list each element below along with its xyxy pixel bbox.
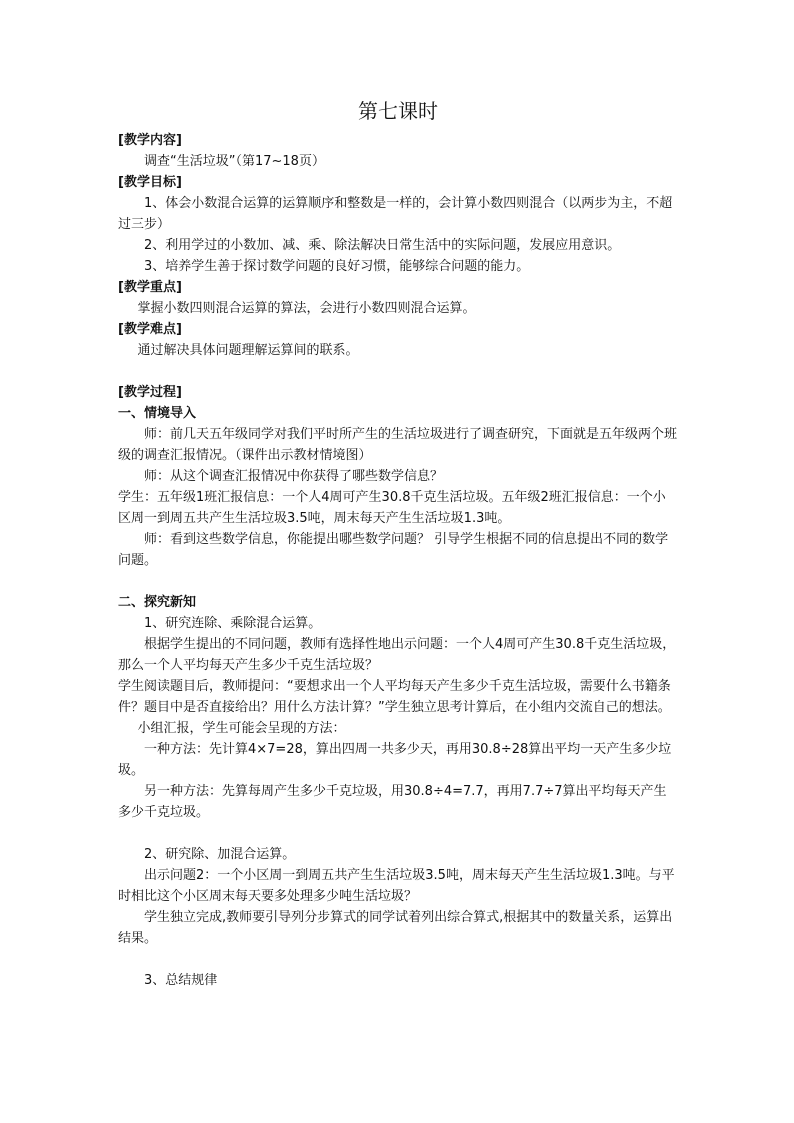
part2-paragraph-2: 根据学生提出的不同问题，教师有选择性地出示问题：一个人4周可产生30.8千克生活垃圾，那么一个人平均每天产生多少千克生活垃圾？ [118, 637, 676, 673]
part1-paragraph-4: 师：看到这些数学信息，你能提出哪些数学问题？ 引导学生根据不同的信息提出不同的数学问题。 [118, 532, 669, 568]
part2-paragraph-4: 小组汇报，学生可能会呈现的方法： [137, 721, 346, 736]
page-title: 第七课时 [358, 99, 438, 123]
content-text: 调查“生活垃圾”（第17~18页） [144, 154, 325, 169]
document-page [118, 98, 678, 991]
goal-item-2: 2、利用学过的小数加、减、乘、除法解决日常生活中的实际问题，发展应用意识。 [144, 238, 621, 253]
part1-paragraph-1: 师：前几天五年级同学对我们平时所产生的生活垃圾进行了调查研究，下面就是五年级两个班级的调查汇报情况。（课件出示教材情境图） [118, 427, 678, 463]
goal-item-3: 3、培养学生善于探讨数学问题的良好习惯，能够综合问题的能力。 [144, 259, 530, 274]
part2-paragraph-3: 学生阅读题目后，教师提问：“要想求出一个人平均每天产生多少千克生活垃圾，需要什么书籍条件？题目中是否直接给出？用什么方法计算？”学生独立思考计算后，在小组内交流自己的想法。 [118, 679, 671, 715]
part2-paragraph-1: 1、研究连除、乘除混合运算。 [144, 616, 322, 631]
section-heading-difficulty: [教学难点] [118, 322, 182, 337]
section-heading-process: [教学过程] [118, 385, 182, 400]
part2-paragraph-6: 另一种方法：先算每周产生多少千克垃圾，用30.8÷4=7.7，再用7.7÷7算出平均每天产生多少千克垃圾。 [118, 784, 667, 820]
part3-paragraph-1: 2、研究除、加混合运算。 [144, 847, 296, 862]
goal-item-1: 1、体会小数混合运算的运算顺序和整数是一样的，会计算小数四则混合（以两步为主，不超过三步） [118, 196, 673, 232]
section-heading-content: [教学内容] [118, 133, 182, 148]
part1-heading: 一、情境导入 [118, 406, 197, 421]
part2-heading: 二、探究新知 [118, 595, 197, 610]
part2-paragraph-5: 一种方法：先计算4×7=28，算出四周一共多少天，再用30.8÷28算出平均一天产生多少垃圾。 [118, 742, 672, 778]
part1-paragraph-2: 师：从这个调查汇报情况中你获得了哪些数学信息？ [144, 469, 444, 484]
part3-paragraph-3: 学生独立完成,教师要引导列分步算式的同学试着列出综合算式,根据其中的数量关系，运算出结果。 [118, 910, 673, 946]
part4-paragraph: 3、总结规律 [144, 973, 218, 988]
section-heading-goals: [教学目标] [118, 175, 182, 190]
key-text: 掌握小数四则混合运算的算法，会进行小数四则混合运算。 [137, 301, 476, 316]
part3-paragraph-2: 出示问题2：一个小区周一到周五共产生生活垃圾3.5吨，周末每天产生生活垃圾1.3吨。与平时相比这个小区周末每天要多处理多少吨生活垃圾？ [118, 868, 675, 904]
part1-paragraph-3: 学生：五年级1班汇报信息：一个人4周可产生30.8千克生活垃圾。五年级2班汇报信息：一个小区周一到周五共产生生活垃圾3.5吨，周末每天产生生活垃圾1.3吨。 [118, 490, 666, 526]
section-heading-key: [教学重点] [118, 280, 182, 295]
difficulty-text: 通过解决具体问题理解运算间的联系。 [137, 343, 359, 358]
